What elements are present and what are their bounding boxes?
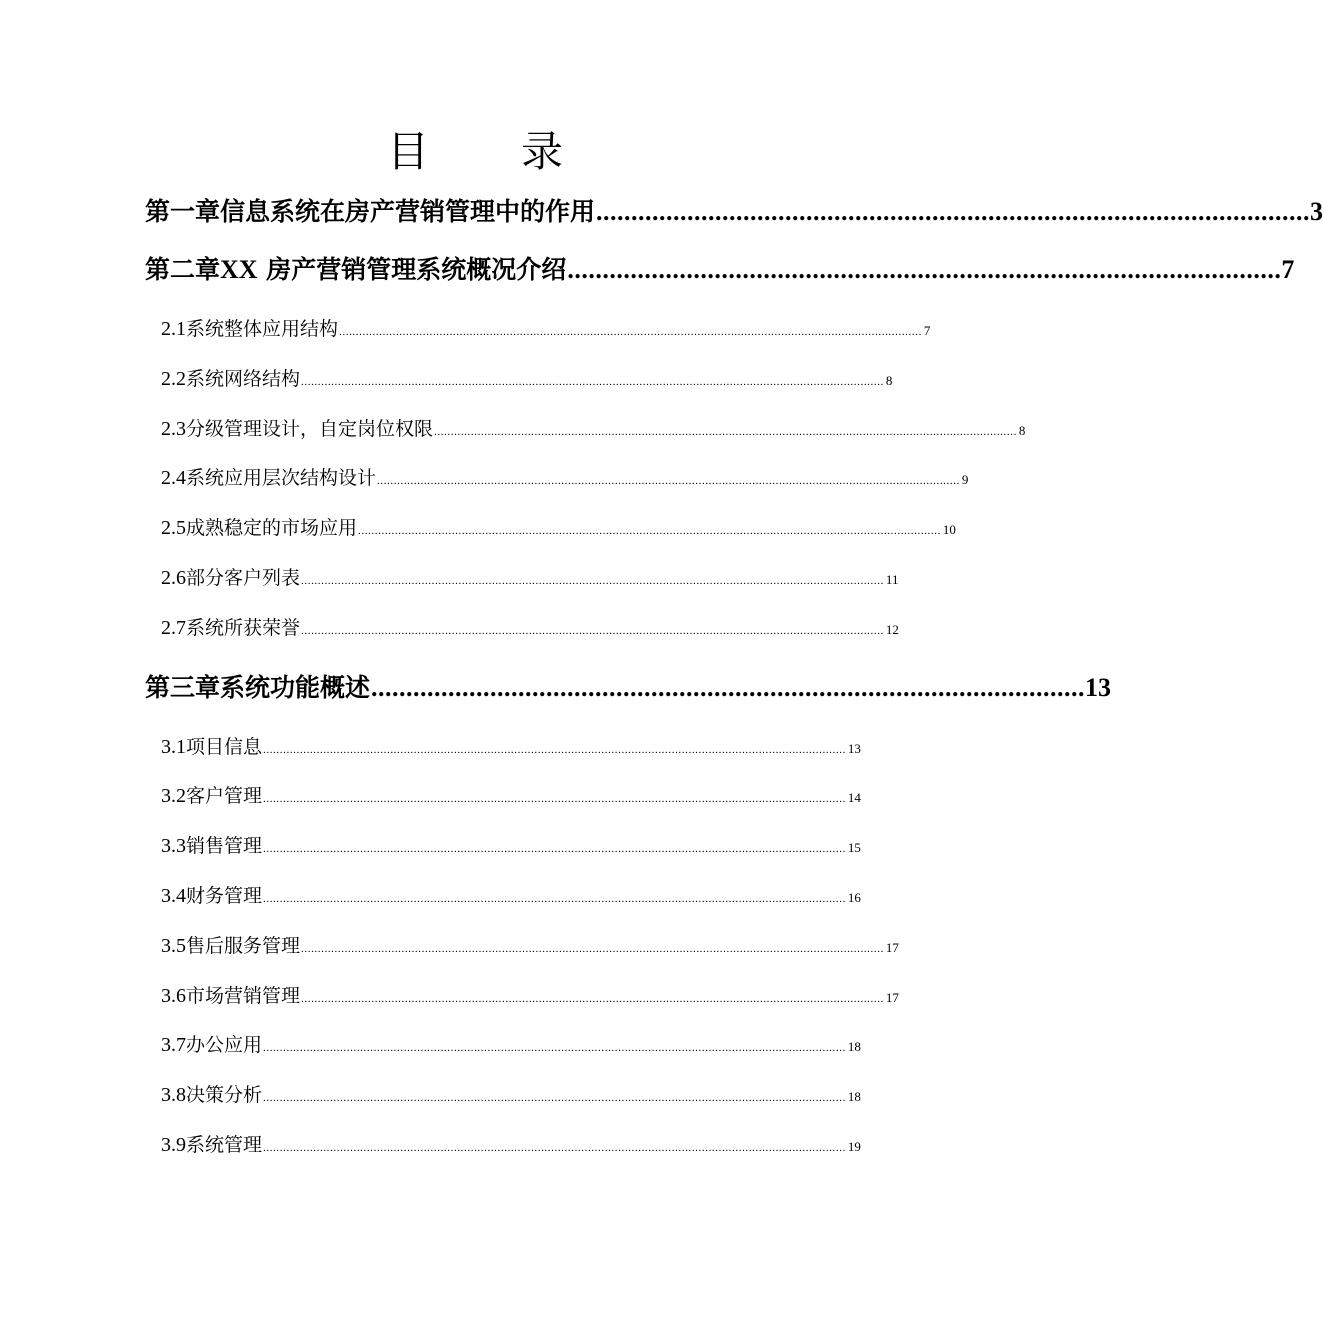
section-page: 10 xyxy=(942,522,956,537)
dot-leader: .............................................................................................................................................................................. xyxy=(301,625,884,637)
section-title: 系统管理 xyxy=(186,1134,263,1156)
section-number: 3.5 xyxy=(161,935,186,957)
chapter-page: 13 xyxy=(1085,673,1112,702)
section-title: 部分客户列表 xyxy=(186,567,301,589)
section-title: 办公应用 xyxy=(186,1034,263,1056)
section-number: 2.1 xyxy=(161,318,186,340)
section-title: 系统所获荣誉 xyxy=(186,617,301,639)
dot-leader: .............................................................................................................................................................................. xyxy=(263,893,846,905)
toc-section-2-4[interactable] xyxy=(161,464,969,495)
toc-chapter-3[interactable] xyxy=(145,670,1112,706)
section-title: 系统整体应用结构 xyxy=(186,318,339,340)
dot-leader: ...................................................................................................... xyxy=(596,197,1311,226)
toc-section-2-6[interactable] xyxy=(161,564,899,595)
toc-section-2-1[interactable] xyxy=(161,315,931,346)
section-number: 3.2 xyxy=(161,785,186,807)
section-title: 分级管理设计，自定岗位权限 xyxy=(186,418,434,440)
dot-leader: .............................................................................................................................................................................. xyxy=(301,376,884,388)
toc-section-2-7[interactable] xyxy=(161,614,899,645)
toc-section-3-7[interactable] xyxy=(161,1031,861,1062)
section-number: 3.1 xyxy=(161,736,186,758)
chapter-page: 3 xyxy=(1310,197,1323,226)
toc-section-3-5[interactable] xyxy=(161,932,899,963)
section-title: 系统网络结构 xyxy=(186,368,301,390)
dot-leader: .............................................................................................................................................................................. xyxy=(301,993,884,1005)
section-title: 成熟稳定的市场应用 xyxy=(186,517,358,539)
dot-leader: .............................................................................................................................................................................. xyxy=(358,525,941,537)
toc-section-3-3[interactable] xyxy=(161,832,861,863)
chapter-title-text: 房产营销管理系统概况介绍 xyxy=(266,255,567,284)
dot-leader: .............................................................................................................................................................................. xyxy=(263,1042,846,1054)
toc-chapter-2[interactable] xyxy=(145,252,1295,288)
chapter-page: 7 xyxy=(1281,255,1295,284)
section-page: 8 xyxy=(1018,423,1026,438)
section-number: 3.8 xyxy=(161,1084,186,1106)
section-number: 3.6 xyxy=(161,985,186,1007)
toc-title-char-2: 录 xyxy=(521,127,564,176)
section-title: 决策分析 xyxy=(186,1084,263,1106)
section-page: 18 xyxy=(847,1089,861,1104)
toc-section-2-5[interactable] xyxy=(161,514,956,545)
toc-title-char-1: 目 xyxy=(386,127,429,176)
section-number: 2.5 xyxy=(161,517,186,539)
chapter-title-prefix: XX xyxy=(220,255,258,284)
section-page: 11 xyxy=(885,572,899,587)
section-title: 售后服务管理 xyxy=(186,935,301,957)
section-number: 2.2 xyxy=(161,368,186,390)
section-page: 7 xyxy=(923,323,931,338)
toc-chapter-1[interactable] xyxy=(145,194,1323,230)
section-number: 2.7 xyxy=(161,617,186,639)
chapter-title: 信息系统在房产营销管理中的作用 xyxy=(220,197,596,226)
dot-leader: .............................................................................................................................................................................. xyxy=(339,326,922,338)
section-page: 9 xyxy=(961,472,969,487)
section-title: 销售管理 xyxy=(186,835,263,857)
section-page: 18 xyxy=(847,1039,861,1054)
section-number: 2.6 xyxy=(161,567,186,589)
toc-section-3-6[interactable] xyxy=(161,982,899,1013)
section-page: 15 xyxy=(847,840,861,855)
dot-leader: .............................................................................................................................................................................. xyxy=(301,575,884,587)
toc-section-3-1[interactable] xyxy=(161,733,861,764)
section-title: 客户管理 xyxy=(186,785,263,807)
section-number: 2.4 xyxy=(161,467,186,489)
dot-leader: .............................................................................................................................................................................. xyxy=(434,426,1017,438)
dot-leader: ...................................................................................................... xyxy=(371,673,1086,702)
toc-section-3-8[interactable] xyxy=(161,1081,861,1112)
section-page: 14 xyxy=(847,790,861,805)
dot-leader: .............................................................................................................................................................................. xyxy=(301,943,884,955)
chapter-title: 系统功能概述 xyxy=(220,673,371,702)
dot-leader: ...................................................................................................... xyxy=(567,255,1282,284)
toc-section-2-3[interactable] xyxy=(161,415,1026,446)
toc-section-3-9[interactable] xyxy=(161,1131,861,1162)
toc-title xyxy=(0,124,950,180)
section-page: 13 xyxy=(847,741,861,756)
section-number: 3.9 xyxy=(161,1134,186,1156)
dot-leader: .............................................................................................................................................................................. xyxy=(263,744,846,756)
section-title: 市场营销管理 xyxy=(186,985,301,1007)
section-title: 系统应用层次结构设计 xyxy=(186,467,377,489)
section-number: 3.3 xyxy=(161,835,186,857)
section-page: 17 xyxy=(885,940,899,955)
dot-leader: .............................................................................................................................................................................. xyxy=(263,843,846,855)
chapter-number: 第二章 xyxy=(145,255,221,284)
dot-leader: .............................................................................................................................................................................. xyxy=(263,793,846,805)
chapter-number: 第一章 xyxy=(145,197,221,226)
section-page: 12 xyxy=(885,622,899,637)
section-title: 项目信息 xyxy=(186,736,263,758)
section-number: 3.4 xyxy=(161,885,186,907)
chapter-number: 第三章 xyxy=(145,673,221,702)
section-page: 17 xyxy=(885,990,899,1005)
section-title: 财务管理 xyxy=(186,885,263,907)
toc-section-2-2[interactable] xyxy=(161,365,893,396)
section-number: 2.3 xyxy=(161,418,186,440)
section-page: 19 xyxy=(847,1139,861,1154)
dot-leader: .............................................................................................................................................................................. xyxy=(263,1142,846,1154)
section-page: 8 xyxy=(885,373,893,388)
section-page: 16 xyxy=(847,890,861,905)
toc-section-3-4[interactable] xyxy=(161,882,861,913)
section-number: 3.7 xyxy=(161,1034,186,1056)
chapter-title xyxy=(220,252,566,288)
dot-leader: .............................................................................................................................................................................. xyxy=(263,1092,846,1104)
dot-leader: .............................................................................................................................................................................. xyxy=(377,475,960,487)
toc-section-3-2[interactable] xyxy=(161,782,861,813)
